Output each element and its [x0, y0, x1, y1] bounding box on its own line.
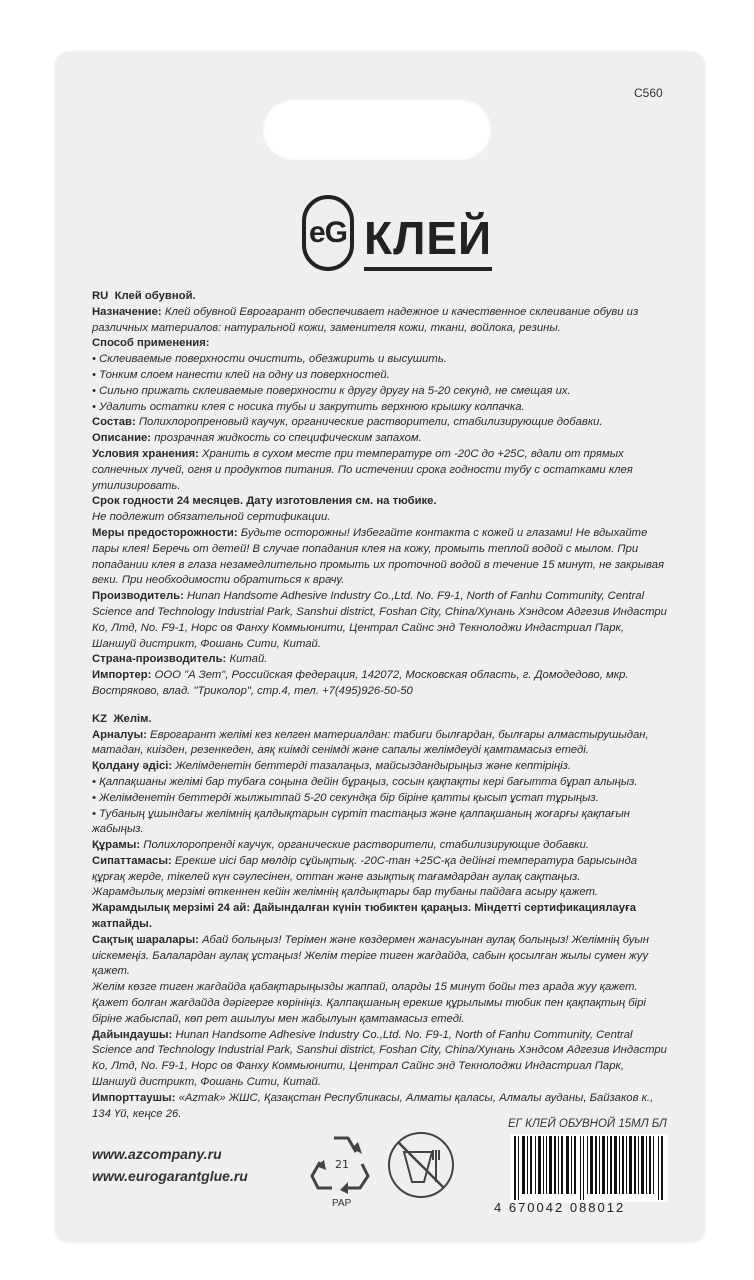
ru-certification: Не подлежит обязательной сертификации. [92, 511, 331, 524]
ru-importer: Импортер: ООО "А Зет", Российская федерация, 142072, Московская область, г. Домодедово, мкр. Востряково, влад. "Триколор", стр.4, тел. +7(495)926-50-50 [92, 669, 629, 697]
instructions-text [92, 289, 668, 1122]
ru-method-item: • Склеиваемые поверхности очистить, обезжирить и высушить. [92, 353, 447, 366]
ru-shelf-life: Срок годности 24 месяцев. Дату изготовления см. на тюбике. [92, 495, 437, 508]
product-code: C560 [634, 86, 663, 100]
ru-purpose: Назначение: Клей обувной Еврогарант обеспечивает надежное и качественное склеивание обуви из различных материалов: натуральной кожи, заменителя кожи, ткани, войлока, резины. [92, 305, 639, 334]
ru-country: Страна-производитель: Китай. [92, 653, 268, 666]
kz-composition: Құрамы: Полихлоропренді каучук, органические растворители, стабилизирующие добавки. [92, 839, 589, 852]
ru-method-item: • Сильно прижать склеиваемые поверхности к другу другу на 5-20 секунд, не смещая их. [92, 384, 571, 397]
website-link-1[interactable]: www.azcompany.ru [92, 1146, 222, 1162]
barcode-number: 4 670042 088012 [494, 1200, 626, 1215]
ru-storage: Условия хранения: Хранить в сухом месте при температуре от -20С до +25С, вдали от прямых солнечных лучей, огня и продуктов питания. По истечении срока годности тубу с остатками клея утилизировать. [92, 447, 633, 492]
logo-word: КЛЕЙ [364, 215, 492, 271]
ru-heading [92, 289, 668, 305]
kz-properties: Сипаттамасы: Ерекше иісі бар мөлдір сұйықтық. -20С-тан +25С-қа дейінгі температура барысында құрғақ жерде, тікелей күн сәулесінен, оттан және азықтық тағамдардан аулақ сақтаңыз. [92, 854, 637, 883]
recycle-code: PAP [332, 1198, 352, 1209]
brand-logo [302, 195, 492, 271]
hang-hole [262, 98, 492, 160]
kz-precautions: Сақтық шаралары: Абай болыңыз! Терімен және көздермен жанасуынан аулақ болыңыз! Желімнің буын иіскемеңіз. Балалардан аулақ ұстаңыз! Желім теріге тиген жағдайда, сабын қосылған жылы сумен жуу қажет. [92, 933, 649, 978]
kz-lang: KZ [92, 712, 108, 725]
ru-method-item: • Удалить остатки клея с носика тубы и закрутить верхнюю крышку колпачка. [92, 400, 525, 413]
kz-purpose: Арналуы: Еврогарант желімі кез келген материалдан: табиғи былғардан, былғары алмастырушыдан, матадан, киізден, резенкеден, аяқ киімді сенімді және сапалы желімдеуді қамтамасыз етеді. [92, 728, 649, 757]
ru-manufacturer: Производитель: Hunan Handsome Adhesive Industry Co.,Ltd. No. F9-1, North of Fanhu Community, Central Science and Technology Industrial Park, Sanshui district, Foshan City, China/Хунань Хэндсом Адгезив Индастри Ко, Лтд, No. F9-1, Норс ов Фанху Коммьюнити, Централ Сайнс энд Текнолоджи Индастриал Парк, Шаншуй дистрикт, Фошань Сити, Китай. [92, 590, 667, 650]
ru-description: Описание: прозрачная жидкость со специфическим запахом. [92, 432, 422, 445]
ru-title: Клей обувной. [114, 290, 196, 302]
recycle-number: 21 [335, 1158, 349, 1171]
kz-precautions-2: Желім көзге тиген жағдайда қабақтарыңызды жаппай, оларды 15 минут бойы тез арада жуу қажет. Қажет болған жағдайда дәрігерге көрініңіз. Қалпақшаның ерекше құрылымы тюбик пен қақпақтың бірі біріне жабыспай, көп рет ашылуы мен жабылуын қамтамасыз етеді. [92, 981, 646, 1025]
kz-method-item: • Тубаның ұшындағы желімнің қалдықтарын сүртіп тастаңыз және қалпақшаның жоғарғы қақпағын жабыңыз. [92, 807, 630, 836]
kz-importer: Импорттаушы: «Azmak» ЖШС, Қазақстан Республикасы, Алматы қаласы, Алмалы ауданы, Байзаков к., 134 Үй, кеңсе 26. [92, 1091, 654, 1120]
ru-precautions: Меры предосторожности: Будьте осторожны! Избегайте контакта с кожей и глазами! Не вдыхайте пары клея! Беречь от детей! В случае попадания клея на кожу, промыть теплой водой с мылом. При попадании клея в глаза незамедлительно промыть их проточной водой в течение 15 минут, не закрывая веки. При необходимости обратиться к врачу. [92, 526, 665, 587]
kz-method-item: • Желімденетін беттерді жылжытпай 5-20 секундқа бір біріне қатты қысып ұстап тұрыңыз. [92, 791, 599, 804]
ru-method-item: • Тонким слоем нанести клей на одну из поверхностей. [92, 368, 390, 381]
kz-shelf-life: Жарамдылық мерзімі 24 ай: Дайындалған күнін тюбиктен қараңыз. Міндетті сертификациялауға жатпайды. [92, 902, 637, 931]
kz-heading [92, 712, 668, 728]
kz-manufacturer: Дайындаушы: Hunan Handsome Adhesive Industry Co.,Ltd. No. F9-1, North of Fanhu Community, Central Science and Technology Industrial Park, Sanshui district, Foshan City, China/Хунань Хэндсом Адгезив Индастри Ко, Лтд, No. F9-1, Норс ов Фанху Коммьюнити, Централ Сайнс энд Текнолоджи Индастриал Парк, Шаншуй дистрикт, Фошань Сити, Китай. [92, 1028, 667, 1089]
kz-title: Желім. [113, 712, 152, 725]
logo-eg-mark: eG [302, 195, 354, 271]
website-link-2[interactable]: www.eurogarantglue.ru [92, 1168, 248, 1184]
ru-method-label: Способ применения: [92, 337, 210, 350]
kz-method: Қолдану әдісі: Желімденетін беттерді тазалаңыз, майсыздандырыңыз және кептіріңіз. [92, 760, 572, 773]
ru-lang: RU [92, 290, 109, 302]
barcode [510, 1134, 668, 1202]
not-for-food-icon [386, 1130, 456, 1205]
section-gap [92, 700, 668, 712]
kz-method-item: • Қалпақшаны желімі бар тубаға соңына дейін бұраңыз, сосын қақпақты кері бағытта бұрап алыңыз. [92, 775, 638, 788]
ru-composition: Состав: Полихлоропреновый каучук, органические растворители, стабилизирующие добавки. [92, 416, 603, 429]
product-name: ЕГ КЛЕЙ ОБУВНОЙ 15МЛ БЛ [508, 1118, 667, 1130]
recycle-icon [306, 1128, 378, 1203]
kz-properties-2: Жарамдылық мерзімі өткеннен кейін желімнің қалдықтары бар тубаны пайдаға асыру қажет. [92, 886, 598, 899]
